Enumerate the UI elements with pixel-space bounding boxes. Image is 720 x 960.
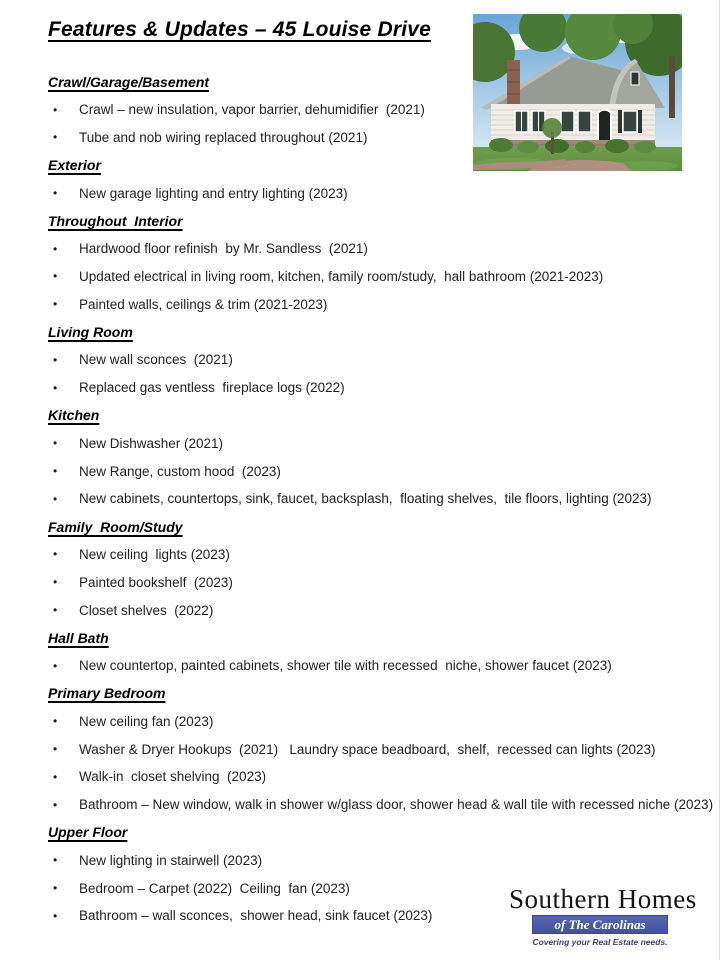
list-item-text: Washer & Dryer Hookups (2021) Laundry space beadboard, shelf, recessed can lights (2023) bbox=[79, 741, 656, 757]
list-item bbox=[48, 457, 708, 485]
list-item-text: New lighting in stairwell (2023) bbox=[79, 852, 263, 868]
section-heading: Hall Bath bbox=[48, 629, 109, 646]
bullet-marker: • bbox=[53, 186, 58, 201]
list-item-text: Updated electrical in living room, kitchen, family room/study, hall bathroom (2021-2023) bbox=[79, 268, 604, 284]
logo-name: Southern Homes bbox=[509, 884, 697, 914]
list-item bbox=[48, 179, 708, 207]
brokerage-logo bbox=[509, 884, 697, 947]
list-item-text: New wall sconces (2021) bbox=[79, 352, 233, 368]
bullet-marker: • bbox=[53, 241, 58, 256]
list-item bbox=[48, 568, 708, 596]
bullet-marker: • bbox=[53, 352, 58, 367]
section-heading: Kitchen bbox=[48, 407, 100, 424]
list-item bbox=[48, 596, 708, 624]
section-heading: Upper Floor bbox=[48, 824, 128, 841]
list-item bbox=[48, 263, 708, 291]
bullet-marker: • bbox=[53, 853, 58, 868]
list-item bbox=[48, 846, 708, 874]
section-heading: Throughout Interior bbox=[48, 212, 183, 229]
section-heading: Primary Bedroom bbox=[48, 685, 166, 702]
list-item bbox=[48, 235, 708, 263]
bullet-marker: • bbox=[53, 297, 58, 312]
bullet-marker: • bbox=[53, 575, 58, 590]
bullet-marker: • bbox=[53, 102, 58, 117]
list-item-text: Hardwood floor refinish by Mr. Sandless (2021) bbox=[79, 241, 368, 257]
list-item bbox=[48, 791, 714, 819]
list-item-text: New garage lighting and entry lighting (2023) bbox=[79, 185, 348, 201]
logo-tagline: Covering your Real Estate needs. bbox=[532, 937, 668, 947]
page-title: Features & Updates – 45 Louise Drive bbox=[48, 18, 432, 41]
list-item bbox=[48, 96, 708, 124]
list-item-text: Closet shelves (2022) bbox=[79, 602, 214, 618]
bullet-marker: • bbox=[53, 714, 58, 729]
bullet-marker: • bbox=[53, 436, 58, 451]
list-item bbox=[48, 652, 708, 680]
section-heading: Living Room bbox=[48, 324, 133, 341]
list-item bbox=[48, 485, 708, 513]
list-item-text: New Dishwasher (2021) bbox=[79, 435, 224, 451]
list-item-text: Bedroom – Carpet (2022) Ceiling fan (2023) bbox=[79, 880, 350, 896]
list-item-text: New Range, custom hood (2023) bbox=[79, 463, 281, 479]
bullet-marker: • bbox=[53, 658, 58, 673]
list-item-text: Painted walls, ceilings & trim (2021-2023) bbox=[79, 296, 328, 312]
list-item bbox=[48, 346, 708, 374]
bullet-marker: • bbox=[53, 769, 58, 784]
section-heading: Exterior bbox=[48, 157, 101, 174]
list-item bbox=[48, 290, 708, 318]
bullet-marker: • bbox=[53, 908, 58, 923]
list-item bbox=[48, 541, 708, 569]
bullet-marker: • bbox=[53, 797, 58, 812]
list-item-text: New ceiling lights (2023) bbox=[79, 546, 230, 562]
list-item-text: New countertop, painted cabinets, shower tile with recessed niche, shower faucet (2023) bbox=[79, 658, 612, 674]
features-list bbox=[48, 68, 714, 930]
bullet-marker: • bbox=[53, 464, 58, 479]
bullet-marker: • bbox=[53, 603, 58, 618]
list-item-text: New ceiling fan (2023) bbox=[79, 713, 214, 729]
bullet-marker: • bbox=[53, 742, 58, 757]
bullet-marker: • bbox=[53, 380, 58, 395]
bullet-marker: • bbox=[53, 547, 58, 562]
list-item-text: Crawl – new insulation, vapor barrier, dehumidifier (2021) bbox=[79, 102, 425, 118]
list-item-text: Painted bookshelf (2023) bbox=[79, 574, 233, 590]
list-item bbox=[48, 707, 708, 735]
list-item-text: Walk-in closet shelving (2023) bbox=[79, 769, 267, 785]
list-item-text: Tube and nob wiring replaced throughout (2021) bbox=[79, 129, 368, 145]
section-heading: Crawl/Garage/Basement bbox=[48, 73, 210, 90]
list-item bbox=[48, 124, 708, 152]
bullet-marker: • bbox=[53, 881, 58, 895]
list-item-text: Bathroom – New window, walk in shower w/glass door, shower head & wall tile with recessed niche (2023) bbox=[79, 797, 714, 813]
list-item bbox=[48, 374, 708, 402]
bullet-marker: • bbox=[53, 269, 58, 284]
section-heading: Family Room/Study bbox=[48, 518, 183, 535]
list-item-text: Bathroom – wall sconces, shower head, sink faucet (2023) bbox=[79, 908, 433, 924]
list-item-text: New cabinets, countertops, sink, faucet, backsplash, floating shelves, tile floors, lighting (2023) bbox=[79, 491, 652, 507]
list-item bbox=[48, 763, 708, 791]
logo-subname: of The Carolinas bbox=[554, 917, 646, 932]
bullet-marker: • bbox=[53, 130, 58, 145]
logo-banner bbox=[532, 915, 668, 934]
list-item bbox=[48, 735, 708, 763]
list-item bbox=[48, 429, 708, 457]
list-item-text: Replaced gas ventless fireplace logs (2022) bbox=[79, 380, 345, 396]
bullet-marker: • bbox=[53, 491, 58, 506]
